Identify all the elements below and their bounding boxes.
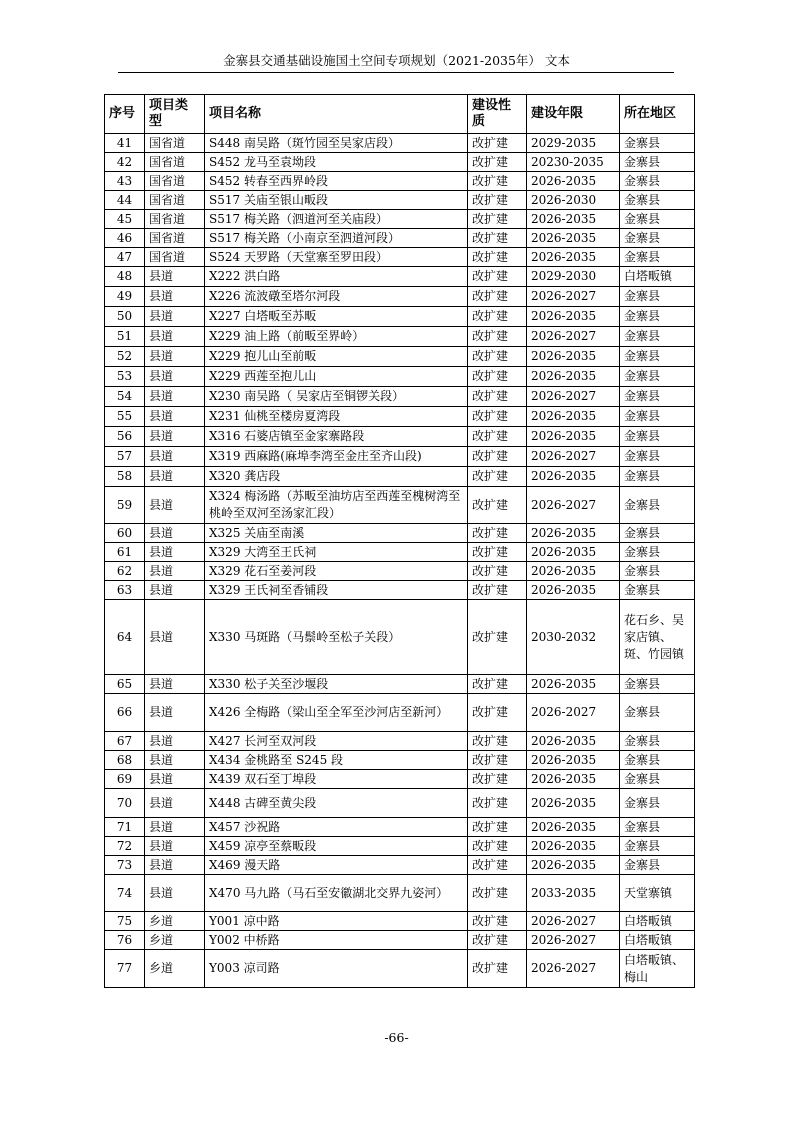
cell-no: 54 — [105, 387, 145, 407]
cell-type: 国省道 — [145, 229, 205, 248]
table-row — [105, 248, 695, 267]
cell-area: 金寨县 — [620, 770, 695, 789]
cell-area: 金寨县 — [620, 789, 695, 818]
table-row — [105, 287, 695, 307]
table-row — [105, 134, 695, 153]
cell-name: X324 梅汤路（苏畈至油坊店至西莲至槐树湾至桃岭至双河至汤家汇段） — [205, 487, 468, 524]
cell-years: 2026-2035 — [527, 467, 620, 487]
table-body — [105, 134, 695, 988]
table-row — [105, 347, 695, 367]
header-rule — [118, 72, 674, 73]
cell-nature: 改扩建 — [468, 387, 527, 407]
cell-nature: 改扩建 — [468, 427, 527, 447]
cell-type: 县道 — [145, 347, 205, 367]
cell-nature: 改扩建 — [468, 818, 527, 837]
cell-name: X457 沙祝路 — [205, 818, 468, 837]
cell-nature: 改扩建 — [468, 562, 527, 581]
cell-no: 63 — [105, 581, 145, 600]
cell-no: 52 — [105, 347, 145, 367]
cell-years: 2026-2035 — [527, 172, 620, 191]
cell-name: X329 大湾至王氏祠 — [205, 543, 468, 562]
cell-type: 县道 — [145, 581, 205, 600]
table-row — [105, 524, 695, 543]
cell-years: 2026-2027 — [527, 950, 620, 988]
cell-area: 金寨县 — [620, 694, 695, 732]
cell-area: 金寨县 — [620, 818, 695, 837]
cell-area: 金寨县 — [620, 287, 695, 307]
cell-no: 65 — [105, 675, 145, 694]
cell-area: 金寨县 — [620, 562, 695, 581]
cell-type: 县道 — [145, 732, 205, 751]
table-row — [105, 562, 695, 581]
cell-no: 48 — [105, 267, 145, 287]
cell-type: 县道 — [145, 387, 205, 407]
cell-years: 2026-2035 — [527, 367, 620, 387]
cell-type: 乡道 — [145, 931, 205, 950]
cell-no: 69 — [105, 770, 145, 789]
cell-name: X329 王氏祠至香铺段 — [205, 581, 468, 600]
table-row — [105, 387, 695, 407]
cell-name: X330 松子关至沙堰段 — [205, 675, 468, 694]
cell-years: 2026-2027 — [527, 287, 620, 307]
cell-nature: 改扩建 — [468, 912, 527, 931]
table-row — [105, 912, 695, 931]
table-row — [105, 931, 695, 950]
cell-type: 县道 — [145, 427, 205, 447]
cell-years: 2026-2035 — [527, 732, 620, 751]
cell-years: 2026-2027 — [527, 387, 620, 407]
cell-no: 74 — [105, 875, 145, 912]
cell-no: 62 — [105, 562, 145, 581]
cell-type: 县道 — [145, 562, 205, 581]
cell-nature: 改扩建 — [468, 856, 527, 875]
cell-years: 2026-2035 — [527, 543, 620, 562]
cell-type: 县道 — [145, 751, 205, 770]
cell-area: 白塔畈镇 — [620, 912, 695, 931]
cell-nature: 改扩建 — [468, 467, 527, 487]
cell-type: 县道 — [145, 789, 205, 818]
cell-years: 2029-2030 — [527, 267, 620, 287]
cell-nature: 改扩建 — [468, 287, 527, 307]
cell-area: 金寨县 — [620, 248, 695, 267]
cell-no: 46 — [105, 229, 145, 248]
cell-no: 76 — [105, 931, 145, 950]
cell-area: 金寨县 — [620, 367, 695, 387]
cell-name: S452 龙马至袁坳段 — [205, 153, 468, 172]
cell-area: 金寨县 — [620, 837, 695, 856]
table-row — [105, 856, 695, 875]
cell-type: 县道 — [145, 770, 205, 789]
table-row — [105, 210, 695, 229]
cell-nature: 改扩建 — [468, 931, 527, 950]
cell-nature: 改扩建 — [468, 675, 527, 694]
table-row — [105, 543, 695, 562]
cell-name: S452 转春至西界岭段 — [205, 172, 468, 191]
cell-name: X459 凉亭至蔡畈段 — [205, 837, 468, 856]
cell-name: X316 石婆店镇至金家寨路段 — [205, 427, 468, 447]
cell-no: 50 — [105, 307, 145, 327]
col-header-type: 项目类型 — [145, 95, 205, 134]
cell-nature: 改扩建 — [468, 581, 527, 600]
cell-years: 2030-2032 — [527, 600, 620, 675]
cell-area: 白塔畈镇 — [620, 931, 695, 950]
cell-years: 2026-2035 — [527, 581, 620, 600]
cell-nature: 改扩建 — [468, 950, 527, 988]
cell-type: 县道 — [145, 524, 205, 543]
cell-type: 县道 — [145, 837, 205, 856]
cell-area: 金寨县 — [620, 229, 695, 248]
cell-years: 2026-2035 — [527, 307, 620, 327]
cell-type: 国省道 — [145, 172, 205, 191]
table-row — [105, 818, 695, 837]
table-row — [105, 600, 695, 675]
cell-nature: 改扩建 — [468, 694, 527, 732]
cell-area: 金寨县 — [620, 134, 695, 153]
cell-name: X229 西莲至抱儿山 — [205, 367, 468, 387]
cell-no: 49 — [105, 287, 145, 307]
cell-no: 61 — [105, 543, 145, 562]
cell-type: 县道 — [145, 367, 205, 387]
cell-name: S517 关庙至银山畈段 — [205, 191, 468, 210]
cell-years: 2029-2035 — [527, 134, 620, 153]
table-row — [105, 487, 695, 524]
cell-no: 71 — [105, 818, 145, 837]
cell-name: X229 油上路（前畈至界岭） — [205, 327, 468, 347]
cell-nature: 改扩建 — [468, 347, 527, 367]
cell-no: 51 — [105, 327, 145, 347]
cell-no: 60 — [105, 524, 145, 543]
cell-type: 县道 — [145, 675, 205, 694]
cell-years: 2026-2035 — [527, 770, 620, 789]
cell-type: 县道 — [145, 307, 205, 327]
cell-no: 64 — [105, 600, 145, 675]
cell-type: 县道 — [145, 267, 205, 287]
cell-area: 金寨县 — [620, 191, 695, 210]
cell-nature: 改扩建 — [468, 191, 527, 210]
cell-name: Y003 凉司路 — [205, 950, 468, 988]
cell-no: 73 — [105, 856, 145, 875]
cell-nature: 改扩建 — [468, 875, 527, 912]
cell-no: 56 — [105, 427, 145, 447]
cell-no: 42 — [105, 153, 145, 172]
cell-years: 2026-2035 — [527, 347, 620, 367]
cell-type: 国省道 — [145, 248, 205, 267]
cell-area: 金寨县 — [620, 387, 695, 407]
cell-type: 国省道 — [145, 191, 205, 210]
cell-years: 20230-2035 — [527, 153, 620, 172]
col-header-area: 所在地区 — [620, 95, 695, 134]
cell-name: X330 马斑路（马鬃岭至松子关段） — [205, 600, 468, 675]
table-row — [105, 467, 695, 487]
cell-years: 2026-2035 — [527, 248, 620, 267]
cell-nature: 改扩建 — [468, 789, 527, 818]
cell-nature: 改扩建 — [468, 153, 527, 172]
col-header-name: 项目名称 — [205, 95, 468, 134]
cell-years: 2026-2035 — [527, 407, 620, 427]
cell-type: 县道 — [145, 543, 205, 562]
cell-name: X325 关庙至南溪 — [205, 524, 468, 543]
cell-no: 47 — [105, 248, 145, 267]
cell-type: 县道 — [145, 487, 205, 524]
cell-area: 金寨县 — [620, 467, 695, 487]
cell-years: 2026-2035 — [527, 751, 620, 770]
table-header-row — [105, 95, 695, 134]
cell-years: 2026-2035 — [527, 675, 620, 694]
cell-no: 44 — [105, 191, 145, 210]
cell-area: 金寨县 — [620, 307, 695, 327]
table-row — [105, 407, 695, 427]
cell-years: 2026-2035 — [527, 210, 620, 229]
cell-no: 43 — [105, 172, 145, 191]
cell-area: 天堂寨镇 — [620, 875, 695, 912]
cell-type: 国省道 — [145, 153, 205, 172]
col-header-no: 序号 — [105, 95, 145, 134]
cell-years: 2026-2035 — [527, 789, 620, 818]
cell-no: 66 — [105, 694, 145, 732]
table-row — [105, 950, 695, 988]
cell-area: 花石乡、吴家店镇、斑、竹园镇 — [620, 600, 695, 675]
cell-years: 2026-2030 — [527, 191, 620, 210]
table-row — [105, 694, 695, 732]
cell-type: 国省道 — [145, 134, 205, 153]
cell-type: 县道 — [145, 600, 205, 675]
cell-name: X227 白塔畈至苏畈 — [205, 307, 468, 327]
cell-no: 68 — [105, 751, 145, 770]
table-row — [105, 581, 695, 600]
cell-area: 金寨县 — [620, 407, 695, 427]
cell-type: 县道 — [145, 856, 205, 875]
cell-nature: 改扩建 — [468, 229, 527, 248]
cell-nature: 改扩建 — [468, 770, 527, 789]
cell-type: 县道 — [145, 467, 205, 487]
table-row — [105, 751, 695, 770]
cell-years: 2026-2035 — [527, 818, 620, 837]
cell-nature: 改扩建 — [468, 447, 527, 467]
table-row — [105, 267, 695, 287]
cell-name: X320 龚店段 — [205, 467, 468, 487]
col-header-years: 建设年限 — [527, 95, 620, 134]
cell-years: 2026-2035 — [527, 837, 620, 856]
table-row — [105, 447, 695, 467]
table-row — [105, 229, 695, 248]
cell-name: X427 长河至双河段 — [205, 732, 468, 751]
cell-no: 57 — [105, 447, 145, 467]
cell-area: 金寨县 — [620, 751, 695, 770]
cell-nature: 改扩建 — [468, 751, 527, 770]
cell-nature: 改扩建 — [468, 600, 527, 675]
cell-nature: 改扩建 — [468, 732, 527, 751]
cell-years: 2026-2027 — [527, 447, 620, 467]
cell-area: 金寨县 — [620, 172, 695, 191]
cell-nature: 改扩建 — [468, 524, 527, 543]
cell-type: 乡道 — [145, 912, 205, 931]
project-table-container — [104, 94, 694, 988]
cell-nature: 改扩建 — [468, 367, 527, 387]
cell-no: 45 — [105, 210, 145, 229]
table-row — [105, 327, 695, 347]
cell-name: X434 金桃路至 S245 段 — [205, 751, 468, 770]
page-number: -66- — [384, 1030, 409, 1045]
cell-type: 国省道 — [145, 210, 205, 229]
cell-years: 2033-2035 — [527, 875, 620, 912]
table-row — [105, 153, 695, 172]
cell-name: S517 梅关路（泗道河至关庙段） — [205, 210, 468, 229]
cell-no: 41 — [105, 134, 145, 153]
cell-area: 金寨县 — [620, 447, 695, 467]
cell-name: Y001 凉中路 — [205, 912, 468, 931]
cell-nature: 改扩建 — [468, 327, 527, 347]
table-row — [105, 427, 695, 447]
table-row — [105, 770, 695, 789]
table-row — [105, 789, 695, 818]
cell-years: 2026-2027 — [527, 694, 620, 732]
cell-type: 县道 — [145, 447, 205, 467]
cell-years: 2026-2035 — [527, 562, 620, 581]
cell-type: 县道 — [145, 818, 205, 837]
cell-area: 金寨县 — [620, 581, 695, 600]
cell-years: 2026-2035 — [527, 229, 620, 248]
cell-years: 2026-2035 — [527, 524, 620, 543]
col-header-nature: 建设性质 — [468, 95, 527, 134]
cell-years: 2026-2027 — [527, 931, 620, 950]
cell-name: X426 全梅路（梁山至全军至沙河店至新河） — [205, 694, 468, 732]
cell-name: X470 马九路（马石至安徽湖北交界九姿河） — [205, 875, 468, 912]
cell-type: 县道 — [145, 407, 205, 427]
cell-area: 金寨县 — [620, 347, 695, 367]
cell-name: X469 漫天路 — [205, 856, 468, 875]
cell-nature: 改扩建 — [468, 487, 527, 524]
cell-no: 67 — [105, 732, 145, 751]
cell-nature: 改扩建 — [468, 407, 527, 427]
cell-name: X229 抱儿山至前畈 — [205, 347, 468, 367]
table-row — [105, 675, 695, 694]
cell-name: Y002 中桥路 — [205, 931, 468, 950]
cell-no: 53 — [105, 367, 145, 387]
cell-area: 金寨县 — [620, 732, 695, 751]
table-row — [105, 732, 695, 751]
cell-area: 白塔畈镇、 梅山 — [620, 950, 695, 988]
project-table — [104, 94, 695, 988]
cell-type: 县道 — [145, 287, 205, 307]
page-header: 金寨县交通基础设施国土空间专项规划（2021-2035年） 文本 — [223, 53, 570, 68]
table-row — [105, 191, 695, 210]
cell-name: S448 南吴路（斑竹园至吴家店段） — [205, 134, 468, 153]
cell-years: 2026-2035 — [527, 427, 620, 447]
cell-name: X230 南吴路（ 吴家店至铜锣关段） — [205, 387, 468, 407]
cell-area: 金寨县 — [620, 675, 695, 694]
cell-no: 77 — [105, 950, 145, 988]
table-row — [105, 875, 695, 912]
cell-name: S524 天罗路（天堂寨至罗田段） — [205, 248, 468, 267]
cell-name: X319 西麻路(麻埠李湾至金庄至齐山段) — [205, 447, 468, 467]
cell-no: 72 — [105, 837, 145, 856]
cell-years: 2026-2027 — [527, 487, 620, 524]
cell-no: 75 — [105, 912, 145, 931]
cell-name: X231 仙桃至楼房夏湾段 — [205, 407, 468, 427]
cell-area: 金寨县 — [620, 543, 695, 562]
cell-nature: 改扩建 — [468, 837, 527, 856]
cell-nature: 改扩建 — [468, 307, 527, 327]
cell-name: S517 梅关路（小南京至泗道河段） — [205, 229, 468, 248]
cell-years: 2026-2027 — [527, 912, 620, 931]
cell-name: X439 双石至丁埠段 — [205, 770, 468, 789]
cell-nature: 改扩建 — [468, 210, 527, 229]
cell-name: X329 花石至姜河段 — [205, 562, 468, 581]
table-row — [105, 837, 695, 856]
cell-type: 县道 — [145, 694, 205, 732]
table-row — [105, 307, 695, 327]
cell-no: 59 — [105, 487, 145, 524]
cell-area: 金寨县 — [620, 524, 695, 543]
cell-name: X222 洪白路 — [205, 267, 468, 287]
cell-name: X448 古碑至黄尖段 — [205, 789, 468, 818]
cell-no: 58 — [105, 467, 145, 487]
cell-nature: 改扩建 — [468, 248, 527, 267]
cell-area: 金寨县 — [620, 856, 695, 875]
cell-nature: 改扩建 — [468, 172, 527, 191]
cell-area: 金寨县 — [620, 210, 695, 229]
cell-type: 县道 — [145, 875, 205, 912]
table-row — [105, 172, 695, 191]
cell-area: 金寨县 — [620, 153, 695, 172]
cell-area: 金寨县 — [620, 427, 695, 447]
cell-type: 乡道 — [145, 950, 205, 988]
cell-name: X226 流波礅至塔尔河段 — [205, 287, 468, 307]
cell-no: 55 — [105, 407, 145, 427]
cell-nature: 改扩建 — [468, 134, 527, 153]
cell-type: 县道 — [145, 327, 205, 347]
cell-nature: 改扩建 — [468, 543, 527, 562]
cell-years: 2026-2027 — [527, 327, 620, 347]
cell-area: 白塔畈镇 — [620, 267, 695, 287]
cell-no: 70 — [105, 789, 145, 818]
cell-area: 金寨县 — [620, 327, 695, 347]
cell-years: 2026-2035 — [527, 856, 620, 875]
cell-nature: 改扩建 — [468, 267, 527, 287]
cell-area: 金寨县 — [620, 487, 695, 524]
table-row — [105, 367, 695, 387]
